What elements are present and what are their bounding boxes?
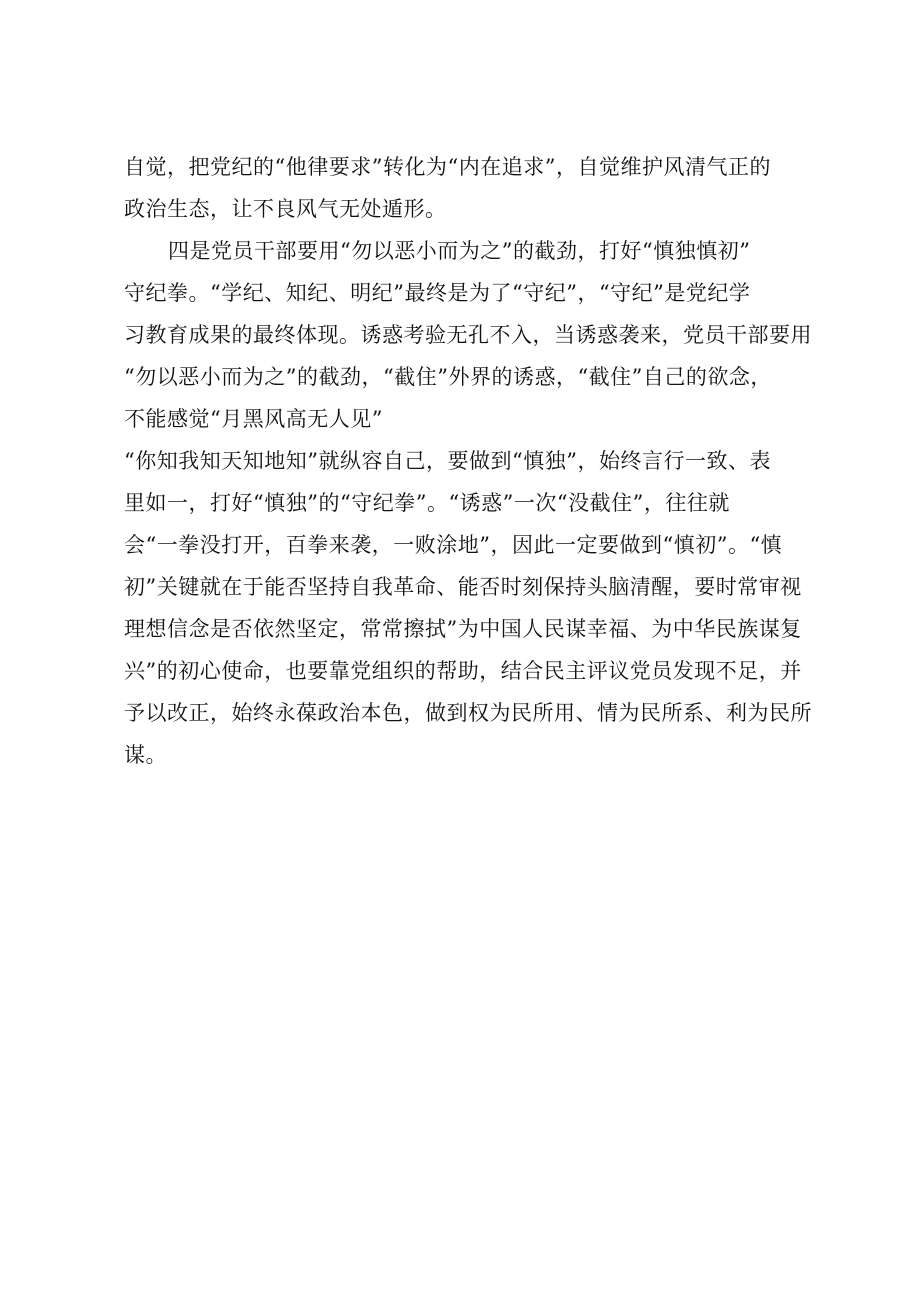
text-line: 兴”的初心使命，也要靠党组织的帮助，结合民主评议党员发现不足，并 <box>124 659 802 683</box>
text-line-indented: 四是党员干部要用“勿以恶小而为之”的截劲，打好“慎独慎初” <box>168 239 751 263</box>
text-line: 会“一拳没打开，百拳来袭，一败涂地”，因此一定要做到“慎初”。“慎 <box>124 533 783 557</box>
paragraph-four <box>124 230 814 776</box>
text-line: 守纪拳。“学纪、知纪、明纪”最终是为了“守纪”，“守纪”是党纪学 <box>124 281 751 305</box>
paragraph-continuation <box>124 146 814 230</box>
text-line: 自觉，把党纪的“他律要求”转化为“内在追求”，自觉维护风清气正的 <box>124 155 771 179</box>
text-line: 政治生态，让不良风气无处遁形。 <box>124 197 447 221</box>
text-line: 里如一，打好“慎独”的“守纪拳”。“诱惑”一次“没截住”，往往就 <box>124 491 730 515</box>
text-line: 初”关键就在于能否坚持自我革命、能否时刻保持头脑清醒，要时常审视 <box>124 575 802 599</box>
text-line: 不能感觉“月黑风高无人见” <box>124 407 383 431</box>
text-line: “你知我知天知地知”就纵容自己，要做到“慎独”，始终言行一致、表 <box>124 449 771 473</box>
text-line: “勿以恶小而为之”的截劲，“截住”外界的诱惑，“截住”自己的欲念， <box>124 365 772 389</box>
text-line: 习教育成果的最终体现。诱惑考验无孔不入，当诱惑袭来，党员干部要用 <box>124 323 812 347</box>
text-line: 理想信念是否依然坚定，常常擦拭”为中国人民谋幸福、为中华民族谋复 <box>124 617 802 641</box>
text-line: 予以改正，始终永葆政治本色，做到权为民所用、情为民所系、利为民所 <box>124 701 812 725</box>
text-line: 谋。 <box>124 743 167 767</box>
